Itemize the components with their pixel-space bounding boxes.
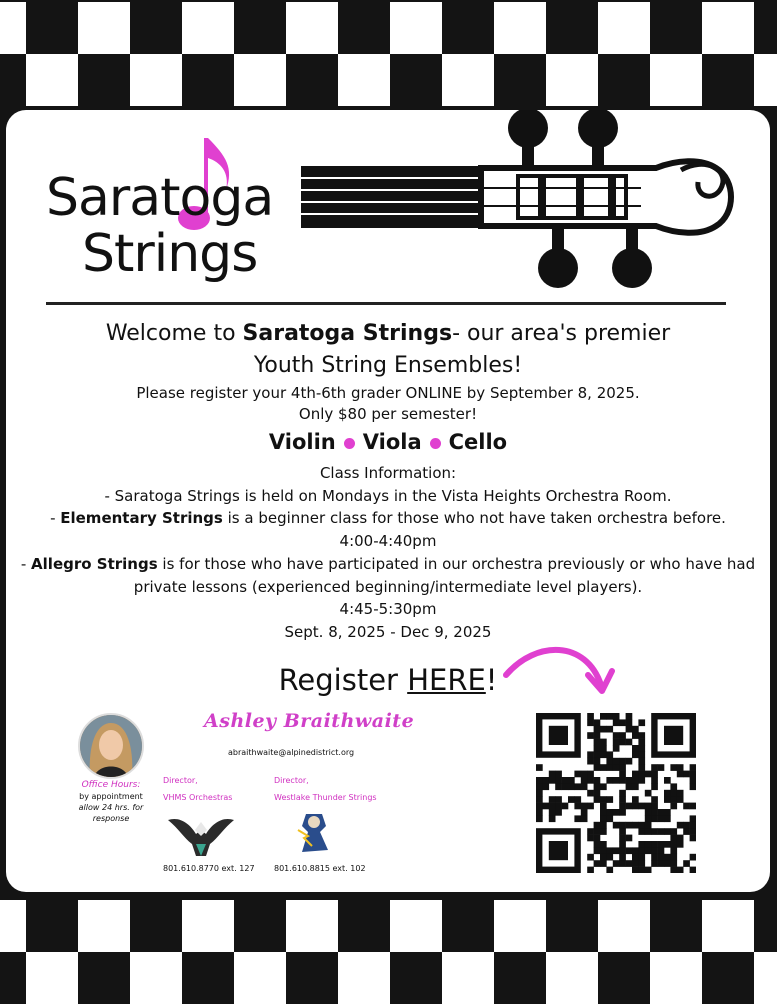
checker-square [702,952,754,1004]
checker-square [754,952,777,1004]
checker-square [390,2,442,54]
welcome-heading [6,318,770,382]
checker-square [338,2,390,54]
checker-square [546,54,598,106]
violin-scroll-illustration [296,110,741,295]
allegro-description: - Allegro Strings is for those who have participated in our orchestra previously or who have had [20,554,756,573]
checker-square [234,2,286,54]
welcome-suffix: - our area's premier [452,321,671,346]
welcome-prefix: Welcome to [105,321,243,346]
welcome-name: Saratoga Strings [242,321,453,346]
allegro-time: 4:45-5:30pm [339,600,437,619]
class-information [6,462,770,644]
checker-square [494,54,546,106]
checker-square [130,2,182,54]
checker-square [546,2,598,54]
checker-square [338,900,390,952]
checker-square [650,900,702,952]
checker-square [78,900,130,952]
checker-square [26,54,78,106]
saratoga-strings-logo [46,128,286,288]
logo-text-saratoga: Saratoga [46,168,274,228]
checker-square [286,2,338,54]
checker-square [26,2,78,54]
instruments-list [6,430,770,454]
phone-vhms[interactable]: 801.610.8770 ext. 127 [163,864,255,873]
checker-square [390,54,442,106]
instrument-viola: Viola [362,430,422,454]
checker-square [598,2,650,54]
elementary-description: - Elementary Strings is a beginner class for those who not have taken orchestra before. [50,509,726,528]
checker-square [442,54,494,106]
phone-westlake[interactable]: 801.610.8815 ext. 102 [274,864,366,873]
curved-arrow-icon [496,635,616,695]
checker-square [598,54,650,106]
allegro-strings-label: Allegro Strings [31,554,158,573]
checker-square [130,952,182,1004]
class-info-heading: Class Information: [319,464,457,482]
elementary-strings-label: Elementary Strings [60,509,223,528]
checker-square [546,952,598,1004]
checker-square [702,900,754,952]
role-vhms: Director, VHMS Orchestras [163,776,233,802]
checker-square [494,2,546,54]
checker-square [702,54,754,106]
checker-square [650,2,702,54]
thunder-mascot-icon [294,810,334,856]
semester-dates: Sept. 8, 2025 - Dec 9, 2025 [284,622,492,641]
checker-square [0,952,26,1004]
registration-deadline: Please register your 4th-6th grader ONLINE by September 8, 2025. [136,384,640,402]
checker-square [182,2,234,54]
checker-square [338,54,390,106]
allegro-description-cont: private lessons (experienced beginning/intermediate level players). [133,577,643,596]
checker-square [390,952,442,1004]
checker-square [390,900,442,952]
bullet-dot-icon [344,438,355,449]
checker-square [182,54,234,106]
checker-square [234,900,286,952]
checker-square [0,2,26,54]
checker-square [130,900,182,952]
checker-square [234,54,286,106]
checker-square [130,54,182,106]
checker-square [0,54,26,106]
checker-square [754,2,777,54]
logo-text-strings: Strings [82,224,258,284]
checker-square [286,54,338,106]
avatar [78,713,144,779]
qr-code[interactable] [536,713,696,873]
checker-square [754,900,777,952]
checker-square [442,2,494,54]
office-hours: Office Hours: by appointment allow 24 hrs. for response [56,780,166,824]
checker-square [442,900,494,952]
checker-square [0,900,26,952]
class-location: - Saratoga Strings is held on Mondays in the Vista Heights Orchestra Room. [104,486,672,505]
office-hours-title: Office Hours: [81,780,141,790]
flyer-card [6,110,770,892]
register-here: Register HERE! [278,663,498,697]
checker-square [598,900,650,952]
checker-square [754,54,777,106]
director-email[interactable]: abraithwaite@alpinedistrict.org [228,748,355,757]
bullet-dot-icon [430,438,441,449]
welcome-line2: Youth String Ensembles! [253,353,523,378]
checker-square [494,952,546,1004]
checker-square [78,54,130,106]
checker-square [78,952,130,1004]
checker-square [234,952,286,1004]
checker-square [598,952,650,1004]
checkered-border-top [0,0,777,110]
elementary-time: 4:00-4:40pm [339,532,437,551]
checker-square [78,2,130,54]
checker-square [286,900,338,952]
checker-square [286,952,338,1004]
checker-square [702,2,754,54]
divider-line [46,302,726,305]
checker-square [442,952,494,1004]
checker-square [182,900,234,952]
registration-note [6,383,770,425]
checker-square [182,952,234,1004]
registration-price: Only $80 per semester! [298,405,478,423]
checker-square [546,900,598,952]
checker-square [650,54,702,106]
instrument-violin: Violin [268,430,336,454]
director-name: Ashley Braithwaite [204,710,415,732]
checkered-border-bottom [0,898,777,1000]
eagle-mascot-icon [166,810,236,860]
checker-square [26,900,78,952]
checker-square [494,900,546,952]
instrument-cello: Cello [448,430,508,454]
checker-square [26,952,78,1004]
register-here-link[interactable]: HERE [407,663,486,697]
checker-square [650,952,702,1004]
checker-square [338,952,390,1004]
role-westlake: Director, Westlake Thunder Strings [274,776,377,802]
